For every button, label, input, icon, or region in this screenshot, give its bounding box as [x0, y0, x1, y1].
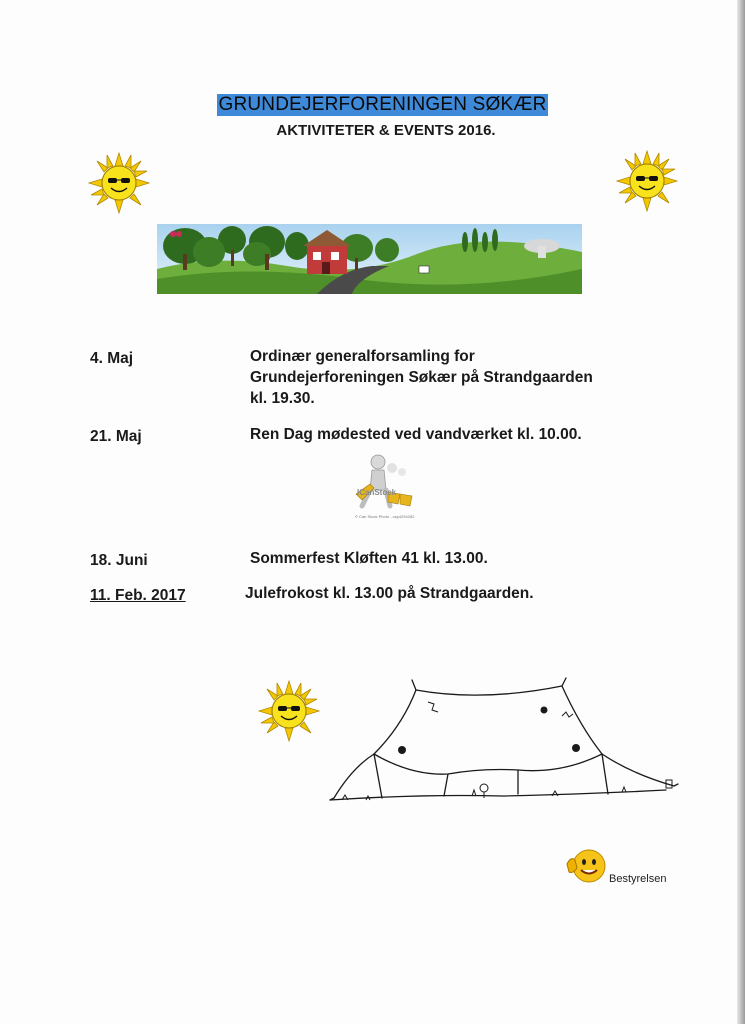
event-line: Ordinær generalforsamling for: [250, 348, 475, 365]
event-description: [250, 548, 690, 569]
event-line: Ren Dag mødested ved vandværket kl. 10.00.: [250, 426, 582, 443]
event-date: 11. Feb. 2017: [90, 587, 186, 604]
landscape-banner: [157, 224, 582, 294]
event-line: kl. 19.30.: [250, 390, 315, 407]
signature: Bestyrelsen: [609, 873, 667, 885]
sun-icon: [616, 150, 678, 212]
shovel-figure-icon: [348, 454, 418, 516]
clipart-badge: ICanStock: [357, 488, 397, 497]
event-description: [245, 583, 685, 604]
sun-icon: [88, 152, 150, 214]
event-line: Grundejerforeningen Søkær på Strandgaarden: [250, 369, 593, 386]
event-line: Julefrokost kl. 13.00 på Strandgaarden.: [245, 585, 534, 602]
image-credit: © Can Stock Photo - csp4294282: [355, 514, 415, 519]
event-date: 18. Juni: [90, 552, 148, 569]
event-date: 4. Maj: [90, 350, 134, 367]
event-description: [250, 424, 690, 445]
event-line: Sommerfest Kløften 41 kl. 13.00.: [250, 550, 488, 567]
event-description: [250, 346, 690, 409]
tent-drawing: [322, 676, 684, 814]
page-subtitle: AKTIVITETER & EVENTS 2016.: [276, 122, 496, 139]
page-edge-shadow: [737, 0, 745, 1024]
sun-icon: [258, 680, 320, 742]
page-title: GRUNDEJERFORENINGEN SØKÆR: [218, 94, 547, 115]
event-date: 21. Maj: [90, 428, 142, 445]
thumbs-up-smiley-icon: [563, 844, 609, 890]
